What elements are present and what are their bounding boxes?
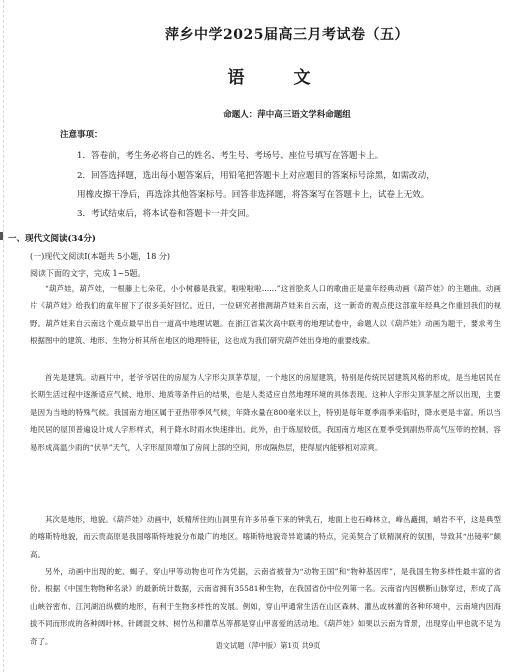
notice-item: 2．回答选择题，选出每小题答案后，用铅笔把答题卡上对应题目的答案标号涂黑，如需改动， xyxy=(77,171,435,181)
passage-paragraph: 另外，动画中出现的蛇、蝎子、穿山甲等动物也可作为凭据，云南省被誉为“动物王国”和“物种基因库”，是我国生物多样性最丰富的省份。根据《中国生物物种名录》的最新统计数据，云南省拥有35581种生物，在我国省份中位列第一名。云南省内因横断山脉穿过，形成了高山峡谷密布、江河湖泊纵横的地形，有利于生物多样性的发展。例如，穿山甲通常生活在山区森林、灌丛或林灌的各种环境中，云南境内因海拔不同而形成的各种阔叶林、针阔混交林、树竹丛和灌草丛等都是穿山甲喜爱的活动地。《葫芦娃》如果以云南为背景，出现穿山甲也就不足为奇了。 xyxy=(30,567,502,646)
subsection-title: (一)现代文阅读Ⅰ(本题共 5小题，18 分) xyxy=(30,252,170,261)
question-setter: 命题人：萍中高三语文学科命题组 xyxy=(223,110,351,120)
notice-heading: 注意事项： xyxy=(60,130,103,140)
margin-tick-mark xyxy=(0,232,3,240)
passage-paragraph: 其次是地形，地貌。《葫芦娃》动画中，妖精所住的山洞里有许多吊垂下来的钟乳石，地面上也石峰林立，峰丛矗拥，峭岩不平，这是典型的喀斯特地貌，而云贵高原是我国喀斯特地貌分布最广的地区。喀斯特地貌奇异诡谲的特点，完美契合了妖精洞府的氛围，导致其“出镜率”颇高。 xyxy=(30,515,501,559)
passage-paragraph: “葫芦娃，葫芦娃，一根藤上七朵花，小小树藤是我家，啦啦啦啦……”这首脍炙人口的歌曲正是童年经典动画《葫芦娃》的主题曲。动画片《葫芦娃》给我们的童年留下了很多美好回忆。近日，一位研究者推测葫芦娃来自云南，这一新奇的观点使这部童年经典之作重回我们的视野。葫芦娃来自云南这个观点最早出自一道高中地理试题。在浙江省某次高中联考的地理试卷中，命题人以《葫芦娃》动画为题干，要求考生根据图中的建筑、地形、生物分析其所在地区的地理特征，这也成为我们研究葫芦娃出身地的重要线索。 xyxy=(30,284,501,346)
notice-item: 用橡皮擦干净后，再选涂其他答案标号。回答非选择题，将答案写在答题卡上，试卷上无效。 xyxy=(77,190,430,200)
notice-item: 1．答卷前，考生务必将自己的姓名、考生号、考场号、座位号填写在答题卡上。 xyxy=(77,151,384,161)
subject-title: 语 文 xyxy=(227,68,327,88)
binding-margin-line xyxy=(3,0,4,672)
reading-instruction: 阅读下面的文字，完成 1~5题。 xyxy=(30,269,146,278)
passage-paragraph: 首先是建筑。动画片中，老爷爷居住的房屋为人字形尖顶茅草屋，一个地区的房屋建筑，特别是传统民居建筑风格的形成，是当地居民在长期生活过程中逐渐适应气候、地形、地质等条件后的结果，也是人类适应自然地理环境的具体表现。这种人字形尖顶茅屋之所以出现，主要是因为当地的特殊气候。我国南方地区属于亚热带季风气候，年降水量在800毫米以上，特别是每年夏季雨季来临时，降水更是丰富。所以当地民居的屋顶普遍设计成人字形样式，利于降水时雨水快速排出。此外，由于炼屋较低，我国南方地区在夏季受到副热带高气压带的控制，容易形成高温少雨的“伏旱”天气，人字形屋顶增加了房间上部的空间，形成隔热层，使得屋内能够相对凉爽。 xyxy=(30,373,501,452)
page-footer: 语文试题（萍中版）第1页 共9页 xyxy=(215,641,321,650)
exam-title: 萍乡中学2025届高三月考试卷（五） xyxy=(165,27,409,43)
section-title: 一、现代文阅读(34分) xyxy=(8,234,96,244)
notice-item: 3．考试结束后，将本试卷和答题卡一并交回。 xyxy=(77,209,255,219)
